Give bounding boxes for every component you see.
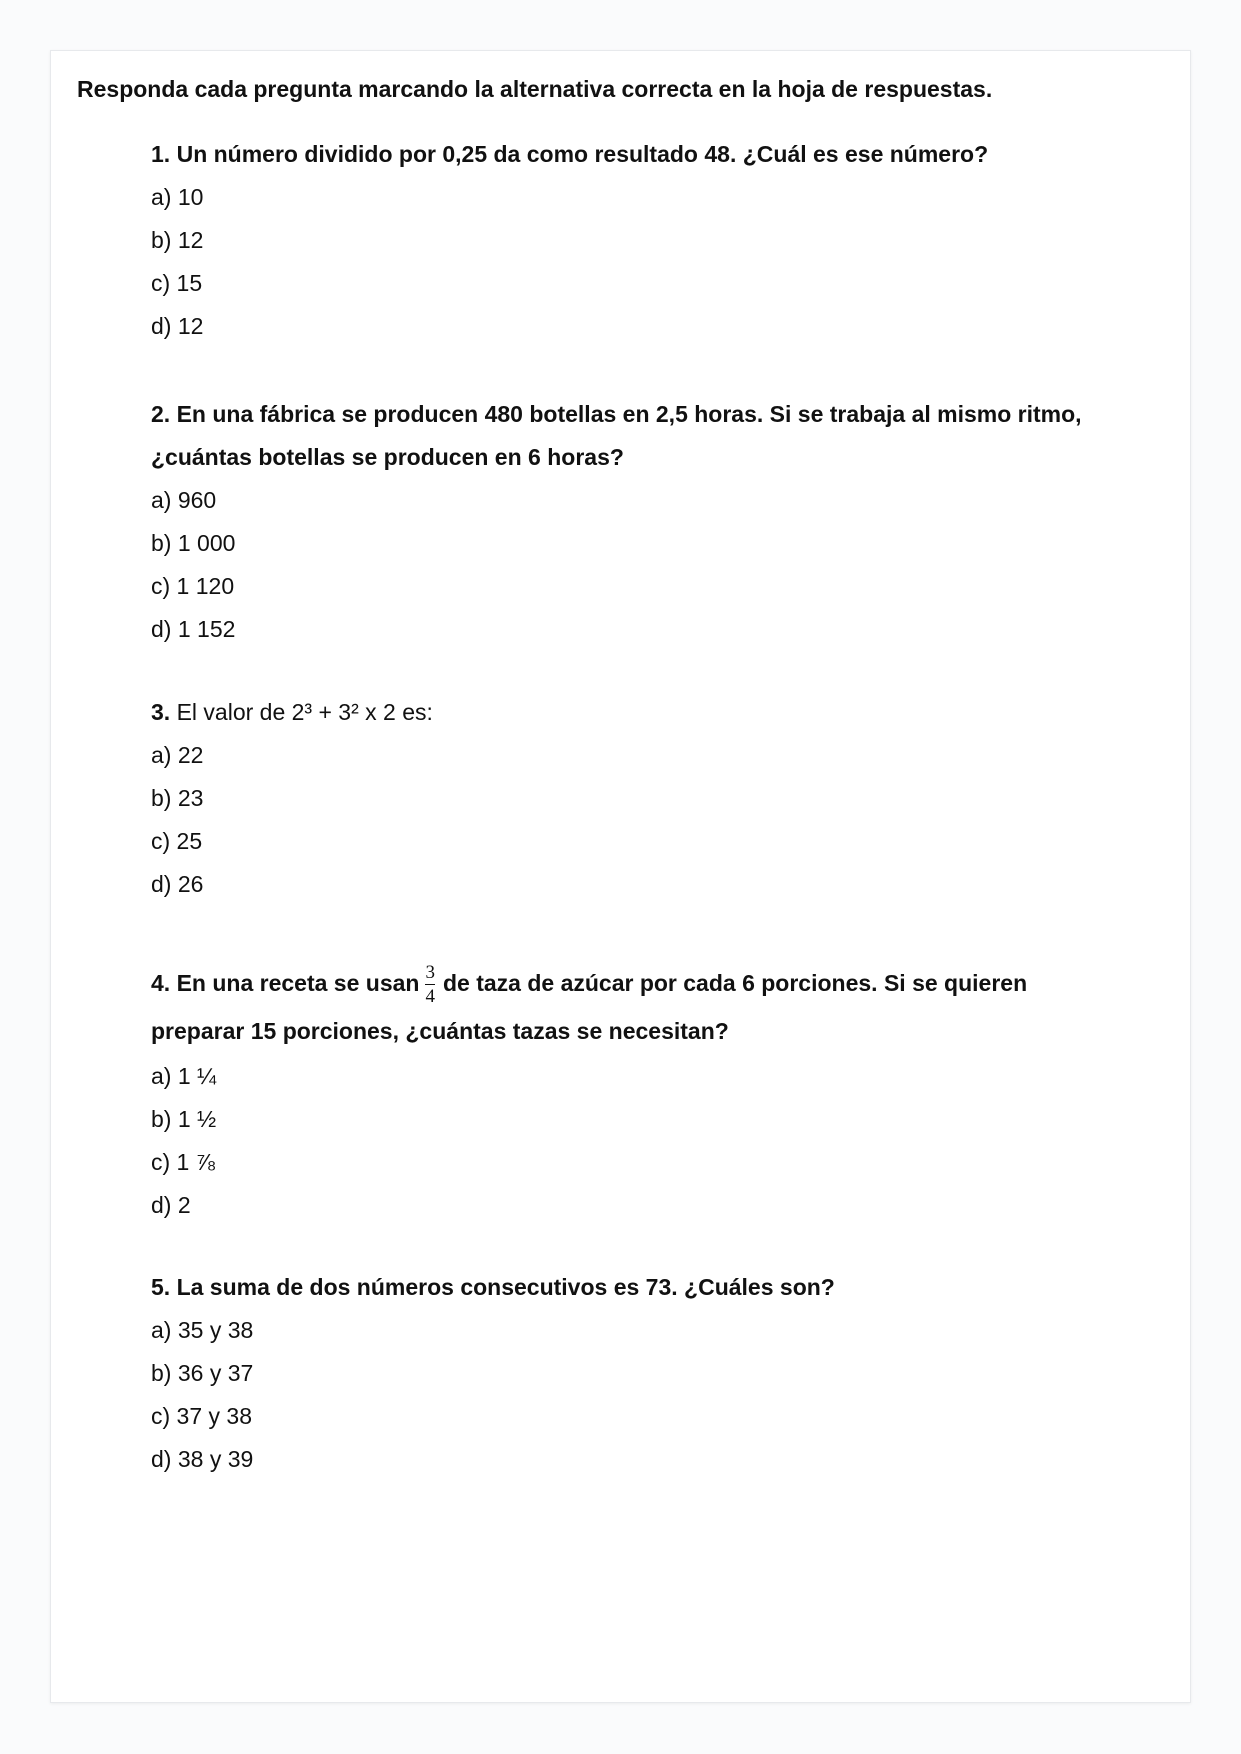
- question-number: 3.: [151, 699, 171, 725]
- option-c: c) 25: [151, 828, 203, 854]
- document-page: [50, 50, 1191, 1703]
- question-5-heading: [151, 1266, 1164, 1309]
- option-a: a) 1 ¼: [151, 1063, 217, 1089]
- option-d: d) 1 152: [151, 616, 236, 642]
- option-c: c) 37 y 38: [151, 1403, 252, 1429]
- option-d: d) 12: [151, 313, 204, 339]
- option-a: a) 10: [151, 184, 204, 210]
- option-a: a) 35 y 38: [151, 1317, 254, 1343]
- question-number: 2.: [151, 401, 171, 427]
- question-4-heading-line-2: preparar 15 porciones, ¿cuántas tazas se necesitan?: [151, 1018, 729, 1044]
- question-5: [151, 1266, 1164, 1481]
- instruction-text: Responda cada pregunta marcando la alternativa correcta en la hoja de respuestas.: [77, 76, 993, 102]
- questions-list: [151, 133, 1164, 1481]
- option-a: a) 960: [151, 487, 217, 513]
- option-d: d) 2: [151, 1192, 191, 1218]
- option-b: b) 1 000: [151, 530, 236, 556]
- option-b: b) 36 y 37: [151, 1360, 254, 1386]
- option-c: c) 1 120: [151, 573, 235, 599]
- question-text: El valor de 2³ + 3² x 2 es:: [176, 699, 433, 725]
- question-4: [151, 959, 1164, 1227]
- question-2-heading-line-2: ¿cuántas botellas se producen en 6 horas?: [151, 444, 624, 470]
- question-text: En una fábrica se producen 480 botellas en 2,5 horas. Si se trabaja al mismo ritmo,: [176, 401, 1082, 427]
- option-b: b) 12: [151, 227, 204, 253]
- fraction-denominator: 4: [425, 986, 435, 1008]
- question-text: Un número dividido por 0,25 da como resultado 48. ¿Cuál es ese número?: [176, 141, 989, 167]
- fraction-three-fourths: [425, 963, 435, 1006]
- option-c: c) 15: [151, 270, 203, 296]
- question-1-heading: [151, 133, 1164, 176]
- question-2-heading-line-1: [151, 393, 1164, 436]
- option-d: d) 26: [151, 871, 204, 897]
- option-a: a) 22: [151, 742, 204, 768]
- question-3-heading: [151, 691, 1164, 734]
- question-4-heading-line-1: [151, 959, 1164, 1007]
- question-text: La suma de dos números consecutivos es 73. ¿Cuáles son?: [176, 1274, 835, 1300]
- question-text-after-fraction: de taza de azúcar por cada 6 porciones. Si se quieren: [442, 970, 1028, 996]
- fraction-numerator: 3: [425, 962, 435, 984]
- question-number: 5.: [151, 1274, 171, 1300]
- option-b: b) 1 ½: [151, 1106, 217, 1132]
- question-3: [151, 691, 1164, 906]
- option-b: b) 23: [151, 785, 204, 811]
- question-number: 1.: [151, 141, 171, 167]
- option-d: d) 38 y 39: [151, 1446, 254, 1472]
- question-1: [151, 133, 1164, 348]
- question-2: [151, 393, 1164, 651]
- option-c: c) 1 ⅞: [151, 1149, 215, 1175]
- question-number: 4.: [151, 970, 171, 996]
- question-text-before-fraction: En una receta se usan: [176, 970, 420, 996]
